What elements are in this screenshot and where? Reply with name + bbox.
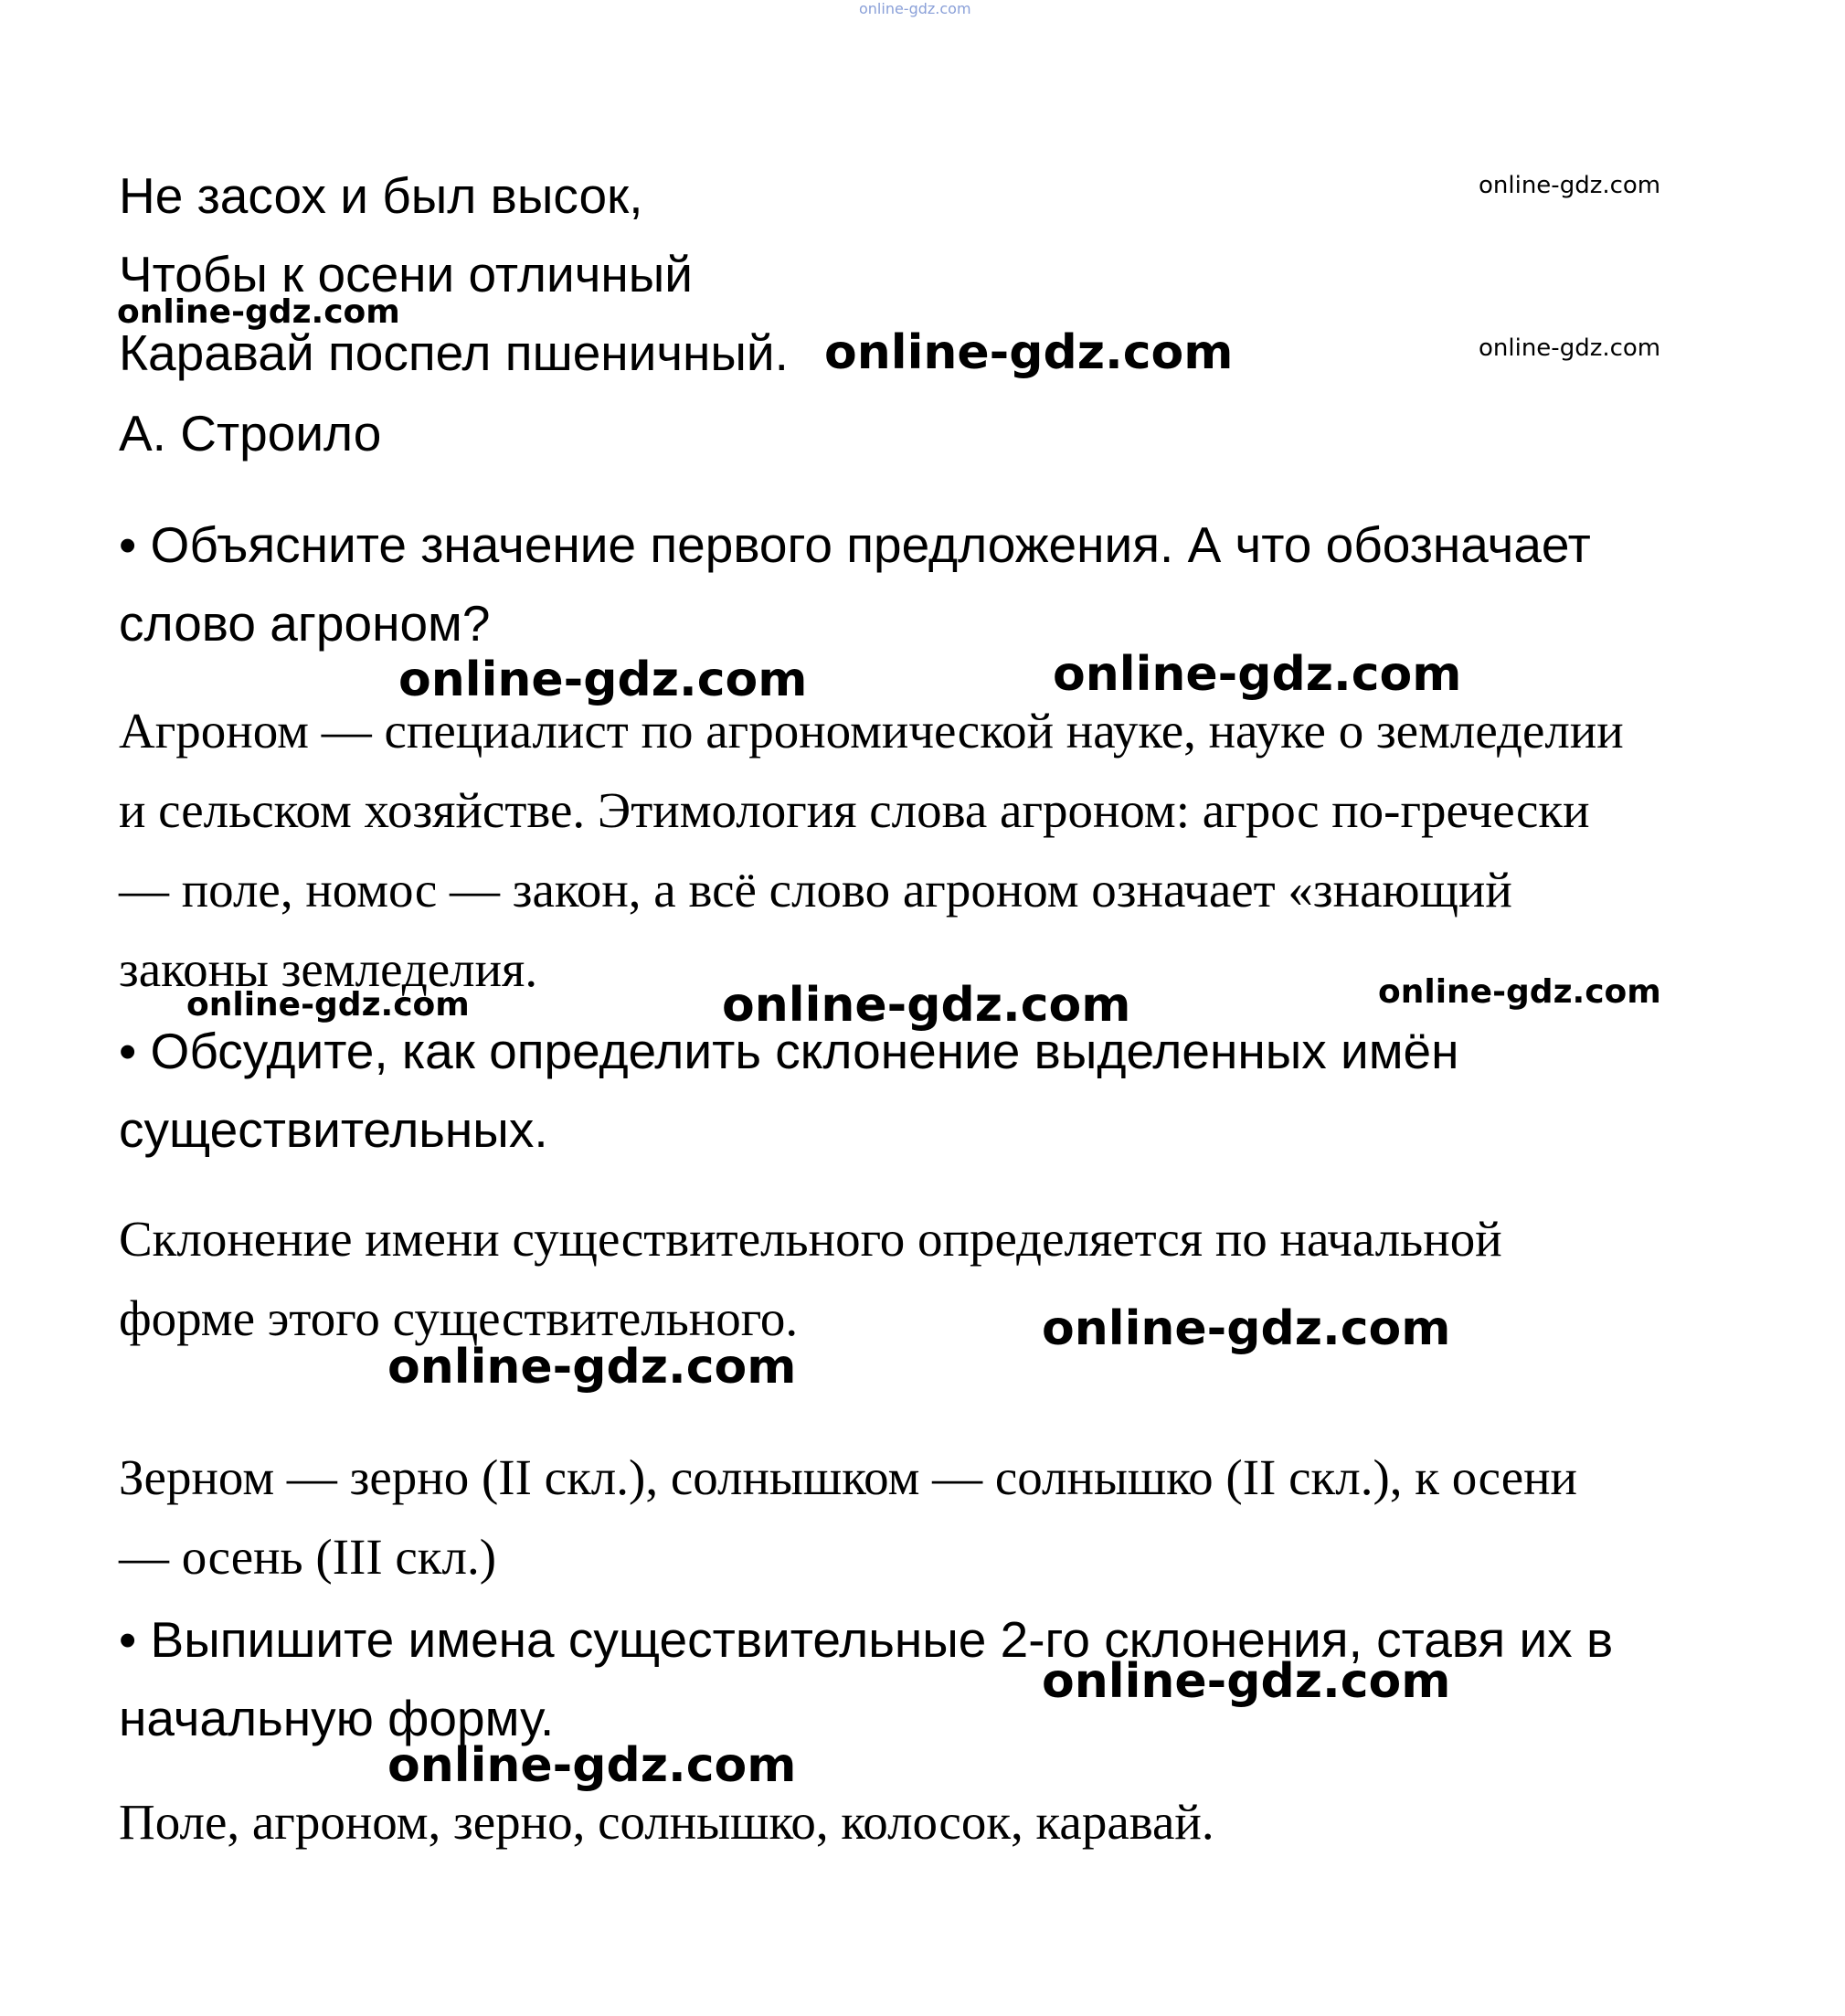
watermark: online-gdz.com [1042, 1301, 1451, 1356]
answer-2b-line-1: Зерном — зерно (II скл.), солнышком — солнышко (II скл.), к осени [119, 1449, 1577, 1505]
poem-line-3: Каравай поспел пшеничный. [119, 324, 789, 381]
question-3-line-1: • Выпишите имена существительные 2-го склонения, ставя их в [119, 1611, 1614, 1668]
watermark: online-gdz.com [117, 293, 400, 331]
watermark: online-gdz.com [1042, 1654, 1451, 1709]
watermark: online-gdz.com [824, 325, 1234, 380]
watermark: online-gdz.com [186, 986, 470, 1024]
poem-line-1: Не засох и был высок, [119, 167, 643, 224]
answer-3-line-1: Поле, агроном, зерно, солнышко, колосок, каравай. [119, 1794, 1214, 1850]
question-2-line-2: существительных. [119, 1101, 548, 1158]
watermark: online-gdz.com [722, 978, 1131, 1033]
watermark: online-gdz.com [1479, 172, 1661, 199]
watermark: online-gdz.com [398, 653, 808, 707]
poem-author: А. Строило [119, 405, 382, 462]
poem-line-2: Чтобы к осени отличный [119, 246, 693, 302]
question-2-line-1: • Обсудите, как определить склонение выделенных имён [119, 1023, 1459, 1079]
question-1-line-1: • Объясните значение первого предложения. А что обозначает [119, 516, 1591, 573]
answer-1-line-3: — поле, номос — закон, а всё слово агроном означает «знающий [119, 862, 1512, 918]
question-1-line-2: слово агроном? [119, 595, 491, 652]
watermark: online-gdz.com [387, 1738, 797, 1793]
answer-2-line-1: Склонение имени существительного определяется по начальной [119, 1211, 1502, 1267]
watermark: online-gdz.com [1378, 973, 1661, 1011]
watermark-top: online-gdz.com [859, 0, 971, 17]
answer-1-line-4: законы земледелия. [119, 941, 538, 997]
watermark: online-gdz.com [387, 1340, 797, 1395]
watermark: online-gdz.com [1479, 334, 1661, 362]
watermark: online-gdz.com [1053, 647, 1462, 702]
answer-1-line-1: Агроном — специалист по агрономической науке, науке о земледелии [119, 703, 1624, 759]
answer-1-line-2: и сельском хозяйстве. Этимология слова агроном: агрос по-гречески [119, 782, 1590, 838]
answer-2b-line-2: — осень (III скл.) [119, 1529, 497, 1585]
question-3-line-2: начальную форму. [119, 1690, 555, 1746]
answer-2-line-2: форме этого существительного. [119, 1290, 799, 1346]
